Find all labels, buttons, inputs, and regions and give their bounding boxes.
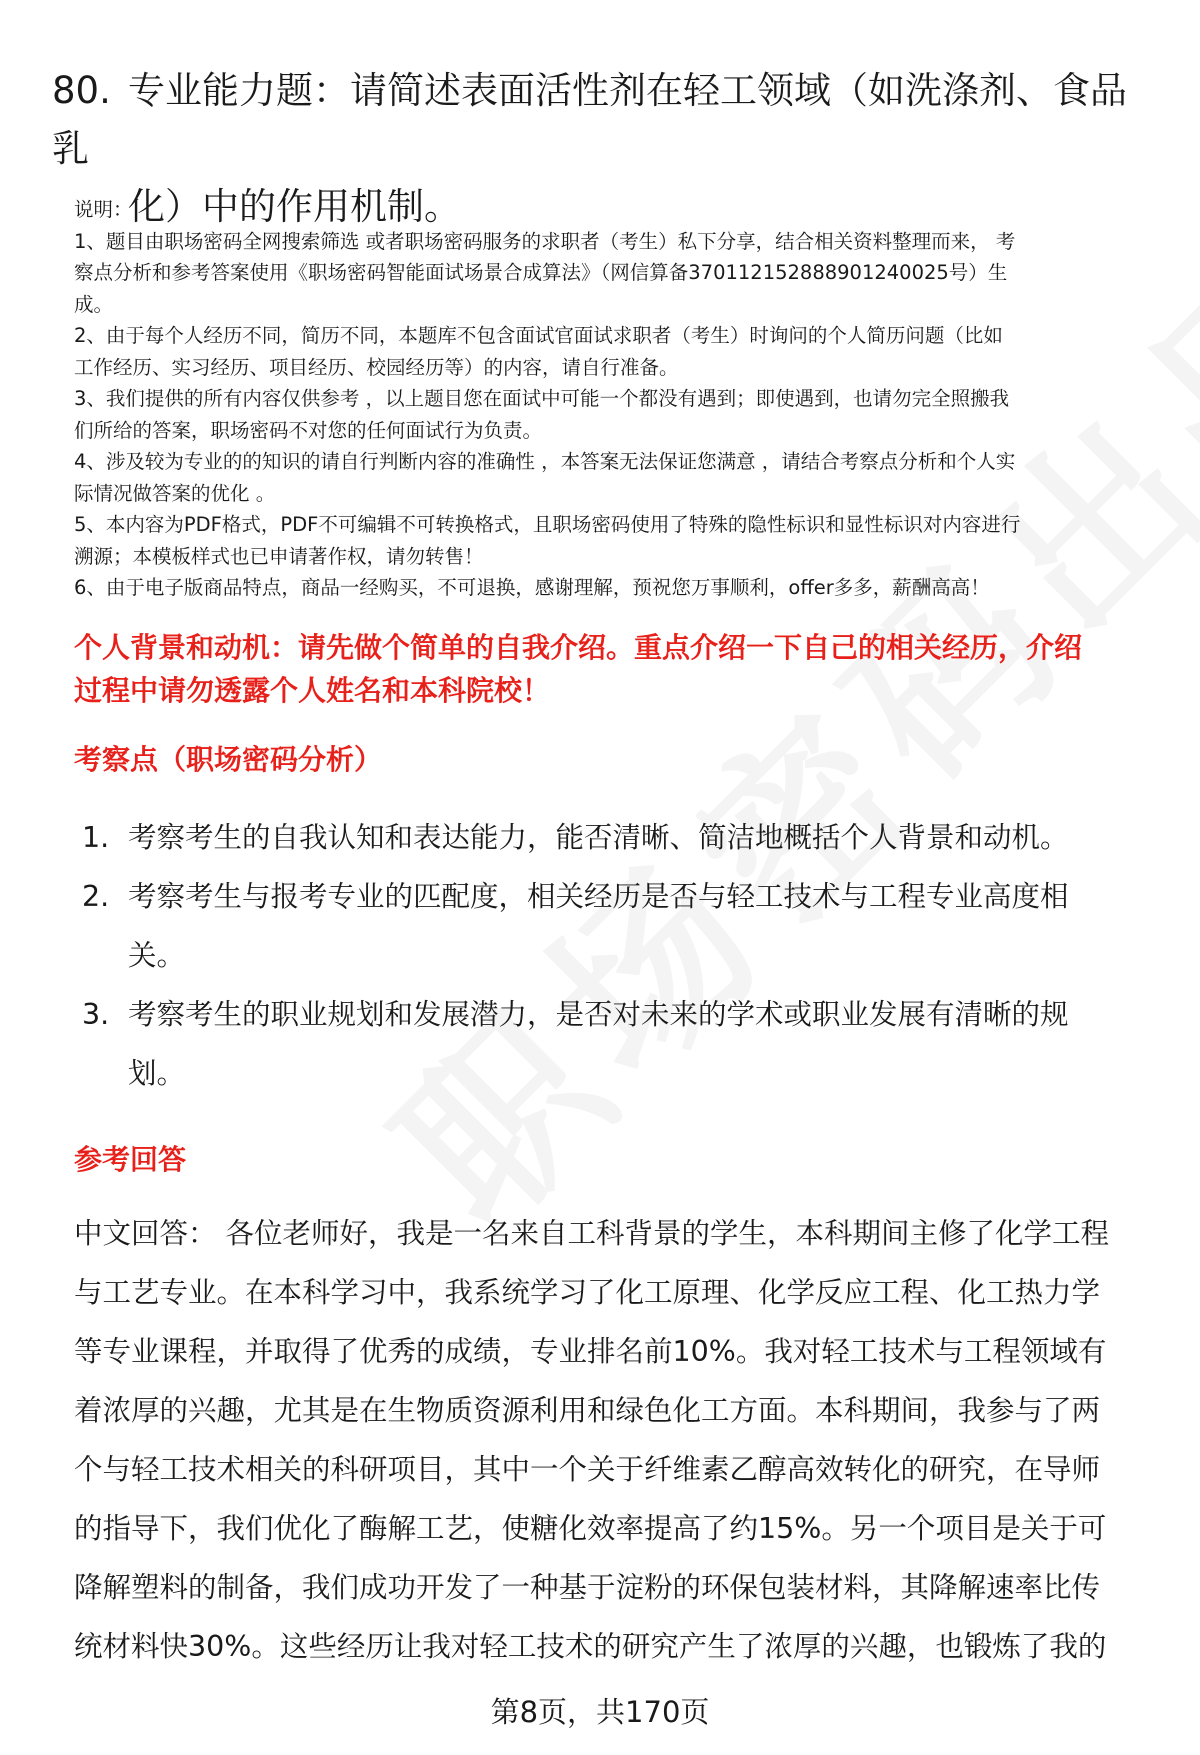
answer-line: 与工艺专业。在本科学习中，我系统学习了化工原理、化学反应工程、化工热力学: [74, 1276, 1101, 1309]
answer-line: 的指导下，我们优化了酶解工艺，使糖化效率提高了约15%。另一个项目是关于可: [74, 1512, 1107, 1545]
note-line: 们所给的答案，职场密码不对您的任何面试行为负责。: [74, 418, 543, 442]
page-footer: 第8页，共170页: [490, 1695, 710, 1729]
list-item-line: 考察考生的职业规划和发展潜力，是否对未来的学术或职业发展有清晰的规: [128, 998, 1069, 1031]
section-heading-analysis: 考察点（职场密码分析）: [74, 743, 383, 776]
answer-line: 统材料快30%。这些经历让我对轻工技术的研究产生了浓厚的兴趣，也锻炼了我的: [74, 1630, 1107, 1663]
red-lead-question: [74, 626, 1154, 712]
list-item-line: 划。: [128, 1057, 186, 1090]
list-item-line: 考察考生的自我认知和表达能力，能否清晰、简洁地概括个人背景和动机。: [128, 821, 1069, 854]
note-line: 5、本内容为PDF格式，PDF不可编辑不可转换格式，且职场密码使用了特殊的隐性标识和显性标识对内容进行: [74, 513, 1021, 536]
section-heading-answer: 参考回答: [74, 1143, 187, 1176]
list-item-number: 3.: [82, 998, 110, 1031]
note-line: 2、由于每个人经历不同，简历不同，本题库不包含面试官面试求职者（考生）时询问的个人简历问题（比如: [74, 324, 1003, 347]
answer-line: 个与轻工技术相关的科研项目，其中一个关于纤维素乙醇高效转化的研究，在导师: [74, 1453, 1101, 1486]
answer-body: [74, 1204, 1154, 1676]
question-number: 80.: [52, 69, 111, 112]
notes-block: [74, 194, 1164, 604]
list-item-text: [128, 867, 1142, 985]
list-item-text: [128, 985, 1142, 1103]
analysis-points: [82, 808, 1142, 1103]
list-item-text: [128, 808, 1142, 867]
list-item: [82, 867, 1142, 985]
note-line: 际情况做答案的优化 。: [74, 481, 276, 505]
note-line: 成。: [74, 292, 114, 316]
list-item-number: 1.: [82, 821, 110, 854]
note-line: 察点分析和参考答案使用《职场密码智能面试场景合成算法》（网信算备370112152888901240025号）生: [74, 261, 1008, 284]
list-item-line: 考察考生与报考专业的匹配度，相关经历是否与轻工技术与工程专业高度相: [128, 880, 1069, 913]
note-line: 1、题目由职场密码全网搜索筛选 或者职场密码服务的求职者（考生）私下分享，结合相关资料整理而来， 考: [74, 229, 1016, 253]
question-line-1: 专业能力题：请简述表面活性剂在轻工领域（如洗涤剂、食品乳: [52, 69, 1127, 170]
list-item: [82, 985, 1142, 1103]
note-line: 6、由于电子版商品特点，商品一经购买，不可退换，感谢理解，预祝您万事顺利，offer多多，薪酬高高！: [74, 576, 990, 599]
note-line: 4、涉及较为专业的的知识的请自行判断内容的准确性 ，本答案无法保证您满意 ，请结合考察点分析和个人实: [74, 450, 1016, 473]
answer-line: 降解塑料的制备，我们成功开发了一种基于淀粉的环保包装材料，其降解速率比传: [74, 1571, 1101, 1604]
answer-line: 等专业课程，并取得了优秀的成绩，专业排名前10%。我对轻工技术与工程领域有: [74, 1335, 1107, 1368]
note-line: 工作经历、实习经历、项目经历、校园经历等）的内容，请自行准备。: [74, 355, 679, 379]
note-line: 说明：: [74, 198, 133, 221]
list-item: [82, 808, 1142, 867]
list-item-number: 2.: [82, 880, 110, 913]
note-line: 溯源；本模板样式也已申请著作权，请勿转售！: [74, 544, 484, 568]
note-line: 3、我们提供的所有内容仅供参考 ，以上题目您在面试中可能一个都没有遇到；即使遇到，也请勿完全照搬我: [74, 387, 1010, 410]
answer-line: 着浓厚的兴趣，尤其是在生物质资源利用和绿色化工方面。本科期间，我参与了两: [74, 1394, 1101, 1427]
question-line-2: 化）中的作用机制。: [128, 185, 461, 228]
list-item-line: 关。: [128, 939, 186, 972]
red-lead-line: 个人背景和动机：请先做个简单的自我介绍。重点介绍一下自己的相关经历，介绍: [74, 631, 1083, 664]
red-lead-line: 过程中请勿透露个人姓名和本科院校！: [74, 674, 551, 707]
answer-line: 中文回答： 各位老师好，我是一名来自工科背景的学生，本科期间主修了化学工程: [74, 1217, 1110, 1250]
